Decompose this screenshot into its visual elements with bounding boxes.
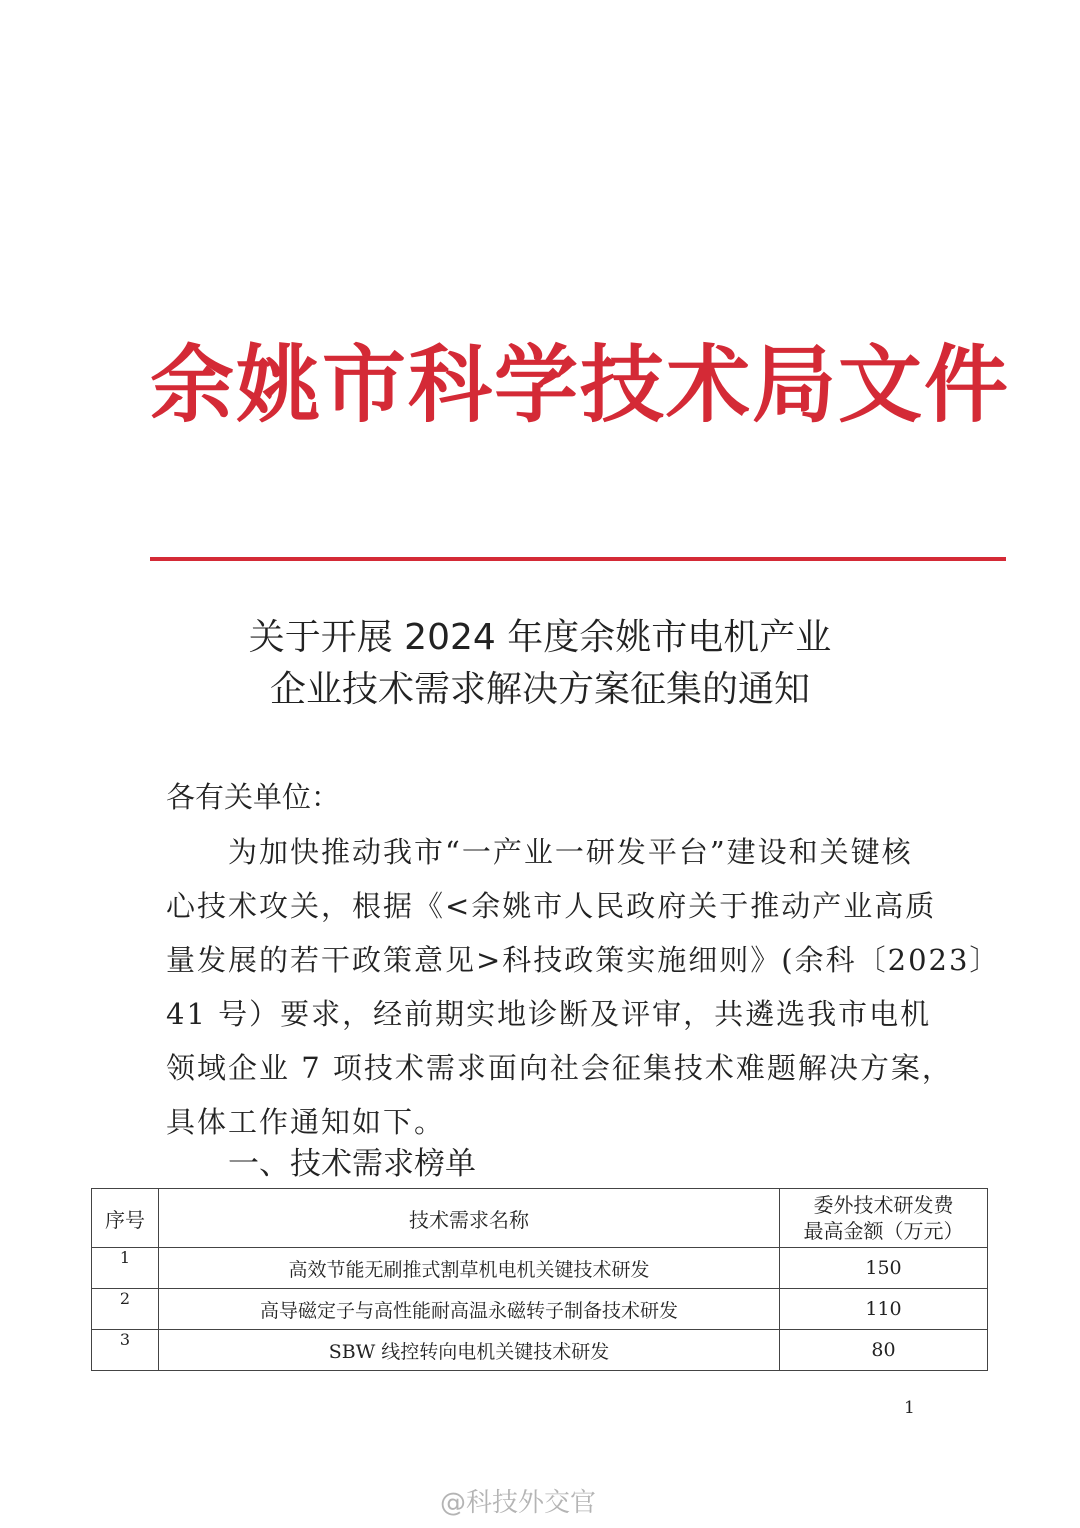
table-row xyxy=(92,1330,988,1371)
header-name: 技术需求名称 xyxy=(159,1189,780,1248)
body-paragraph-line: 量发展的若干政策意见>科技政策实施细则》(余科〔2023〕 xyxy=(166,943,1001,977)
body-paragraph-line: 具体工作通知如下。 xyxy=(166,1105,446,1139)
table-row xyxy=(92,1248,988,1289)
row-index: 2 xyxy=(92,1289,159,1330)
body-paragraph-line: 领域企业 7 项技术需求面向社会征集技术难题解决方案， xyxy=(166,1051,953,1085)
row-index: 1 xyxy=(92,1248,159,1289)
row-name: 高效节能无刷推式割草机电机关键技术研发 xyxy=(159,1248,780,1289)
row-amount: 80 xyxy=(780,1330,988,1371)
row-index: 3 xyxy=(92,1330,159,1371)
header-amount xyxy=(780,1189,988,1248)
salutation: 各有关单位： xyxy=(166,780,341,814)
section-heading: 一、技术需求榜单 xyxy=(228,1146,476,1182)
page-number: 1 xyxy=(904,1398,915,1418)
body-paragraph-line: 为加快推动我市“一产业一研发平台”建设和关键核 xyxy=(228,835,913,869)
header-amount-line-1: 委外技术研发费 xyxy=(813,1193,954,1217)
table-row xyxy=(92,1289,988,1330)
header-amount-line-2: 最高金额（万元） xyxy=(803,1219,964,1243)
weibo-watermark: @科技外交官 xyxy=(440,1488,597,1518)
tech-demand-table xyxy=(91,1188,988,1371)
red-divider-line xyxy=(150,557,1006,561)
row-amount: 150 xyxy=(780,1248,988,1289)
row-name: 高导磁定子与高性能耐高温永磁转子制备技术研发 xyxy=(159,1289,780,1330)
body-paragraph-line: 心技术攻关，根据《<余姚市人民政府关于推动产业高质 xyxy=(166,889,937,923)
row-amount: 110 xyxy=(780,1289,988,1330)
row-name: SBW 线控转向电机关键技术研发 xyxy=(159,1330,780,1371)
document-title-line-2: 企业技术需求解决方案征集的通知 xyxy=(269,669,810,710)
header-index: 序号 xyxy=(92,1189,159,1248)
issuing-authority-header: 余姚市科学技术局文件 xyxy=(150,335,1011,434)
table-header-row xyxy=(92,1189,988,1248)
body-paragraph-line: 41 号）要求，经前期实地诊断及评审，共遴选我市电机 xyxy=(166,997,932,1031)
document-title xyxy=(120,612,960,716)
document-title-line-1: 关于开展 2024 年度余姚市电机产业 xyxy=(248,617,832,658)
